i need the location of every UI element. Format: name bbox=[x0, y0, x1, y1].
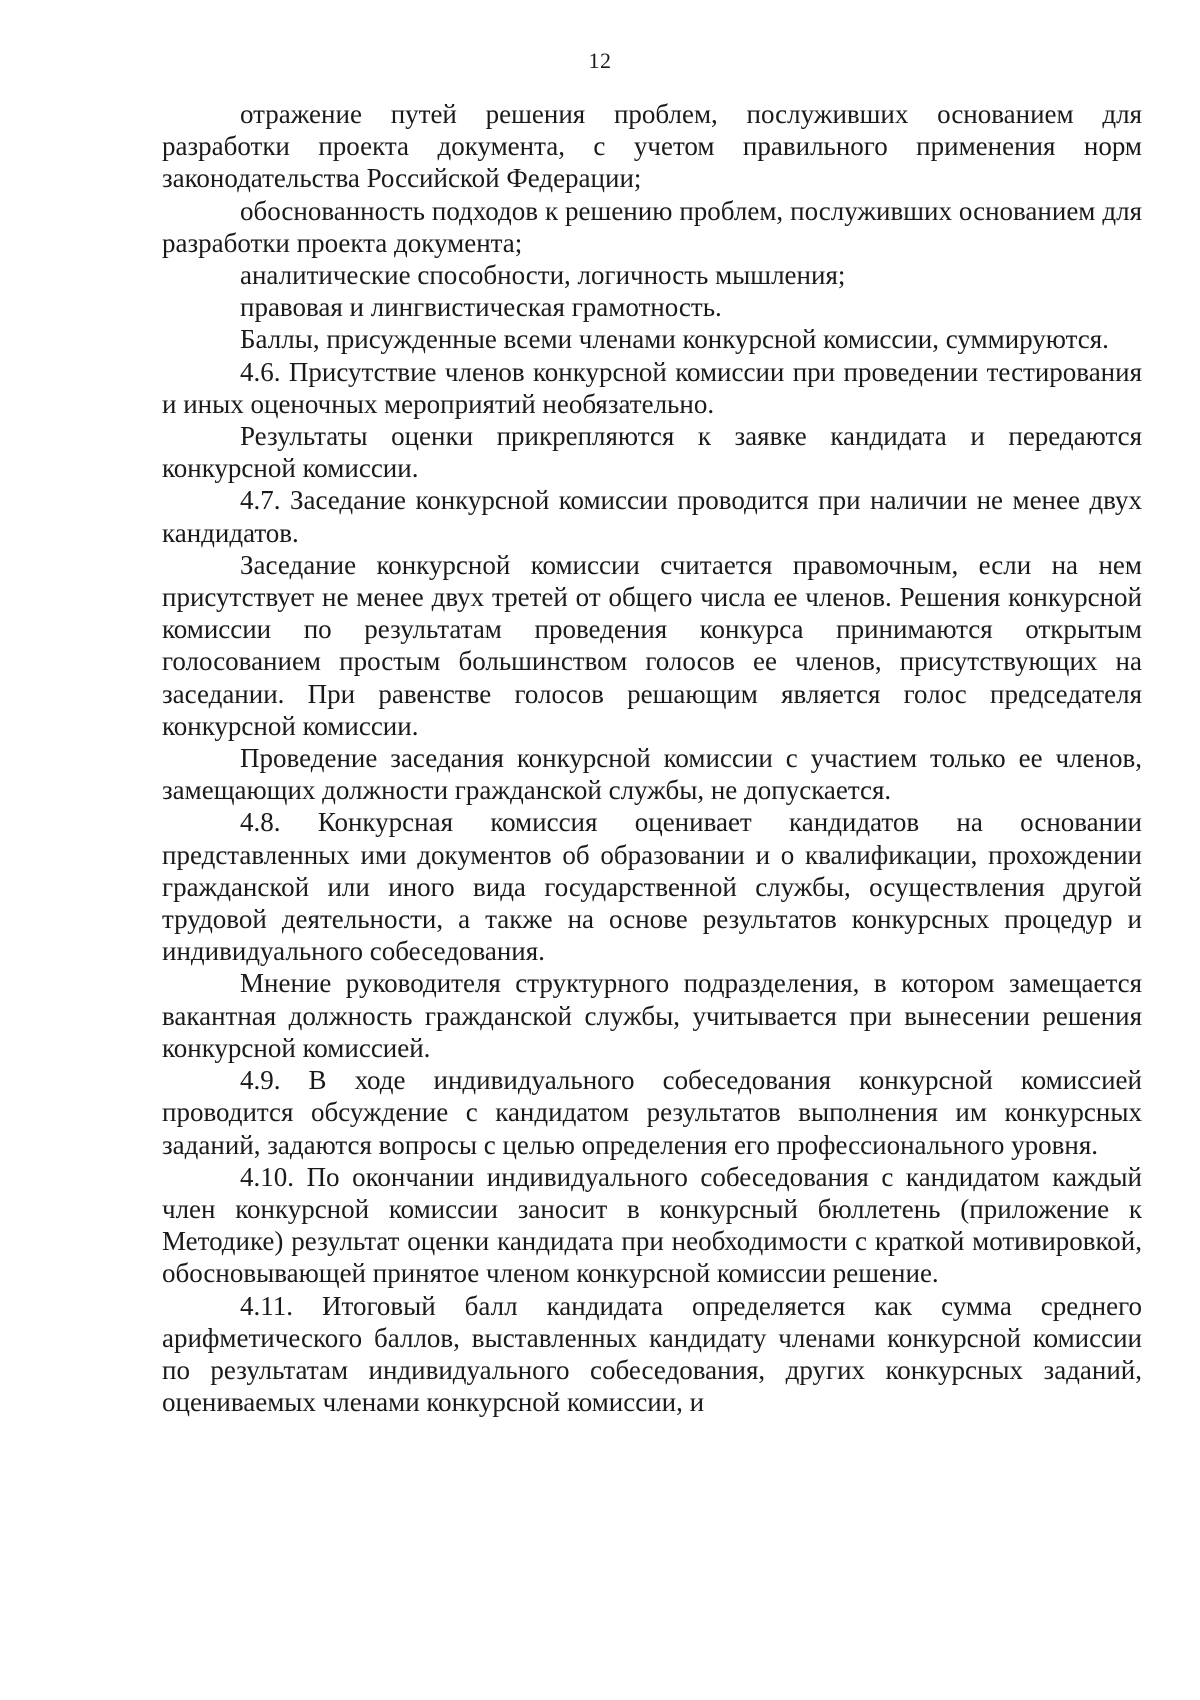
paragraph-10: Проведение заседания конкурсной комиссии с участием только ее членов, замещающих должности гражданской службы, не допускается. bbox=[162, 743, 1142, 806]
paragraph-4-11: 4.11. Итоговый балл кандидата определяется как сумма среднего арифметического баллов, выставленных кандидату членами конкурсной комиссии по результатам индивидуального собеседования, других конкурсных заданий, оцениваемых членами конкурсной комиссии, и bbox=[162, 1290, 1142, 1418]
paragraph-5: Баллы, присужденные всеми членами конкурсной комиссии, суммируются. bbox=[240, 324, 1109, 355]
paragraph-2: обоснованность подходов к решению проблем, послуживших основанием для разработки проекта документа; bbox=[162, 195, 1142, 258]
paragraph-4: правовая и лингвистическая грамотность. bbox=[240, 292, 722, 323]
paragraph-9: Заседание конкурсной комиссии считается правомочным, если на нем присутствует не менее двух третей от общего числа ее членов. Решения конкурсной комиссии по результатам проведения конкурса принимаются открытым голосованием простым большинством голосов ее членов, присутствующих на заседании. При равенстве голосов решающим является голос председателя конкурсной комиссии. bbox=[162, 549, 1142, 741]
paragraph-7: Результаты оценки прикрепляются к заявке кандидата и передаются конкурсной комиссии. bbox=[162, 421, 1142, 484]
document-body bbox=[162, 98, 1142, 1418]
paragraph-12: Мнение руководителя структурного подразделения, в котором замещается вакантная должность гражданской службы, учитывается при вынесении решения конкурсной комиссией. bbox=[162, 968, 1142, 1063]
page-number: 12 bbox=[588, 48, 612, 73]
paragraph-4-10: 4.10. По окончании индивидуального собеседования с кандидатом каждый член конкурсной комиссии заносит в конкурсный бюллетень (приложение к Методике) результат оценки кандидата при необходимости с краткой мотивировкой, обосновывающей принятое членом конкурсной комиссии решение. bbox=[162, 1161, 1142, 1289]
paragraph-4-6: 4.6. Присутствие членов конкурсной комиссии при проведении тестирования и иных оценочных мероприятий необязательно. bbox=[162, 356, 1142, 419]
paragraph-3: аналитические способности, логичность мышления; bbox=[240, 260, 846, 291]
paragraph-4-8: 4.8. Конкурсная комиссия оценивает кандидатов на основании представленных ими документов об образовании и о квалификации, прохождении гражданской или иного вида государственной службы, осуществления другой трудовой деятельности, а также на основе результатов конкурсных процедур и индивидуального собеседования. bbox=[162, 807, 1142, 967]
paragraph-4-9: 4.9. В ходе индивидуального собеседования конкурсной комиссией проводится обсуждение с кандидатом результатов выполнения им конкурсных заданий, задаются вопросы с целью определения его профессионального уровня. bbox=[162, 1065, 1142, 1160]
paragraph-1: отражение путей решения проблем, послуживших основанием для разработки проекта документа, с учетом правильного применения норм законодательства Российской Федерации; bbox=[162, 99, 1142, 194]
paragraph-4-7: 4.7. Заседание конкурсной комиссии проводится при наличии не менее двух кандидатов. bbox=[162, 485, 1142, 548]
